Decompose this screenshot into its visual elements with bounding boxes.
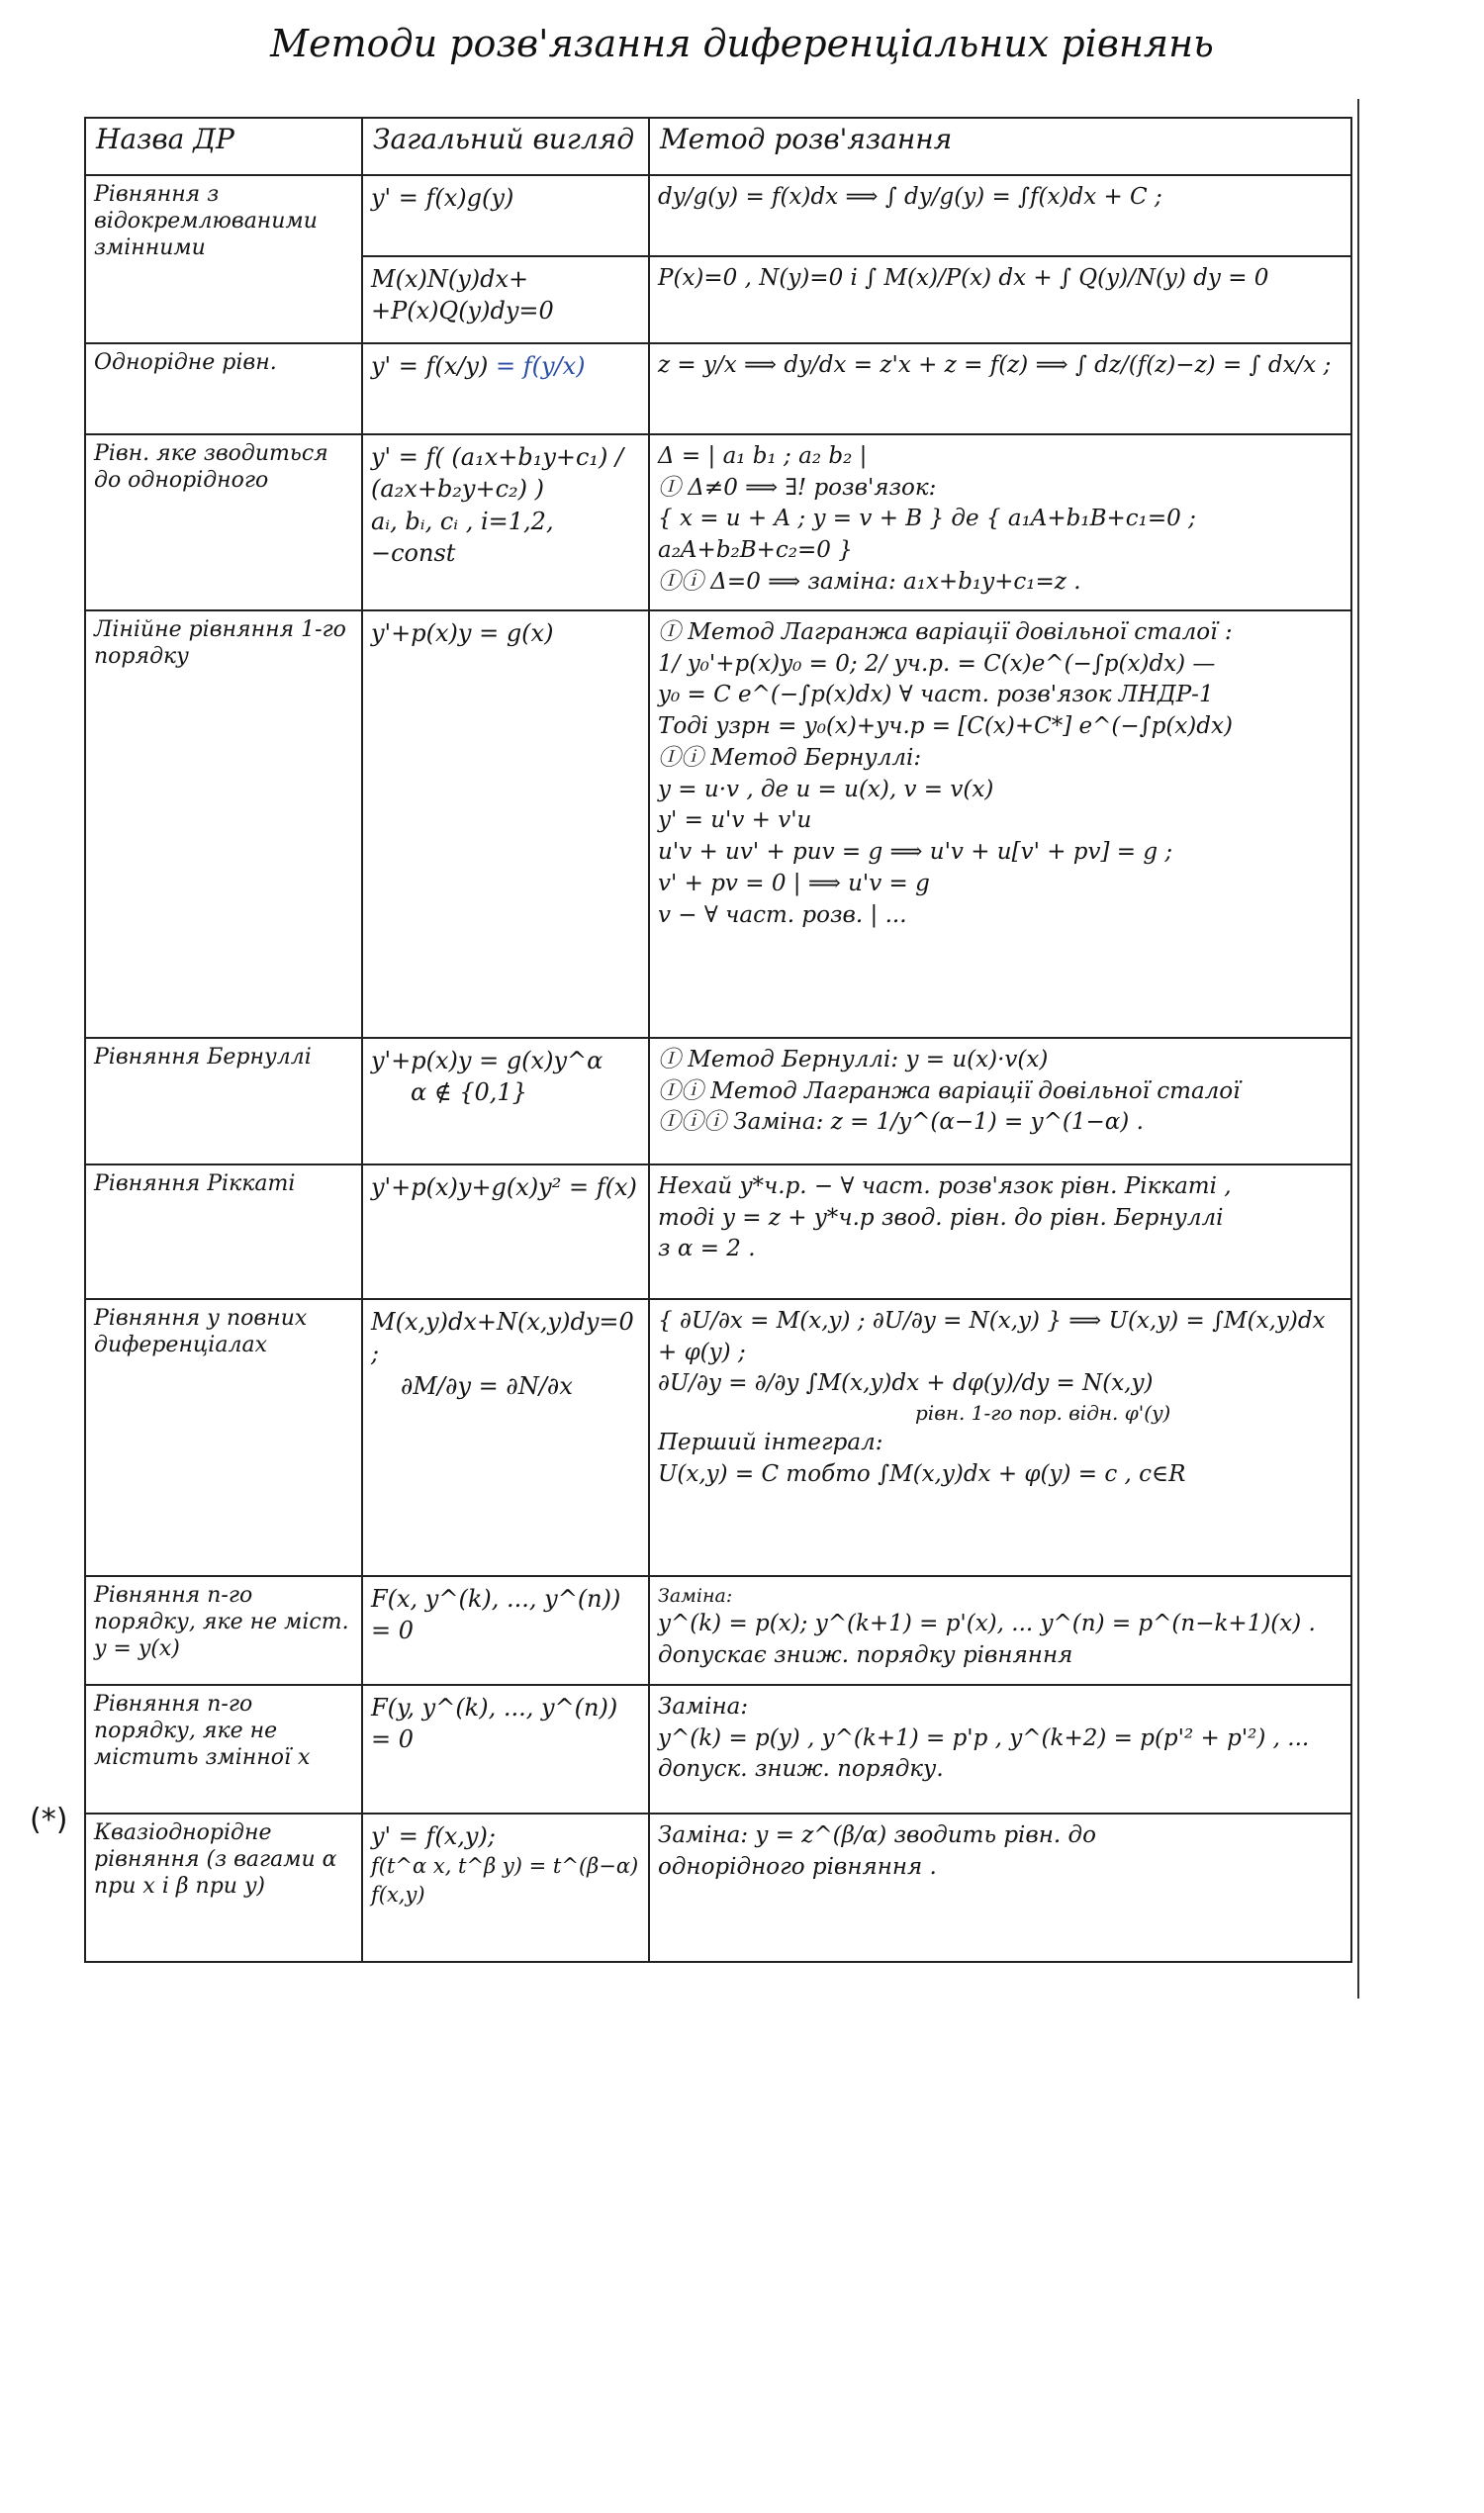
table-row bbox=[85, 610, 1351, 1038]
eq-method bbox=[649, 256, 1351, 343]
method-line: U(x,y) = C тобто ∫M(x,y)dx + φ(y) = c , c∈R bbox=[658, 1460, 1186, 1487]
form-line: +P(x)Q(y)dy=0 bbox=[371, 297, 554, 326]
form-line: M(x,y)dx+N(x,y)dy=0 ; bbox=[371, 1308, 634, 1368]
method-line: Ⓘⓘ Метод Лагранжа варіації довільної сталої bbox=[658, 1077, 1241, 1104]
form-line: y'+p(x)y = g(x)y^α bbox=[371, 1047, 603, 1074]
method-line: рівн. 1-го пор. відн. φ'(y) bbox=[915, 1401, 1171, 1426]
method-line: допускає зниж. порядку рівняння bbox=[658, 1641, 1073, 1668]
page-title: Методи розв'язання диференціальних рівнянь bbox=[270, 22, 1214, 65]
eq-name: Квазіоднорідне рівняння (з вагами α при x і β при y) bbox=[85, 1814, 362, 1962]
eq-form bbox=[362, 1164, 649, 1299]
eq-form bbox=[362, 256, 649, 343]
method-line: { ∂U/∂x = M(x,y) ; ∂U/∂y = N(x,y) } ⟹ U(x,y) = ∫M(x,y)dx + φ(y) ; bbox=[658, 1308, 1326, 1365]
eq-method bbox=[649, 1685, 1351, 1814]
method-line: з α = 2 . bbox=[658, 1236, 756, 1262]
eq-name: Рівняння n-го порядку, яке не міст. y = y(x) bbox=[85, 1576, 362, 1685]
form-blue-part: = f(y/x) bbox=[495, 352, 586, 380]
eq-name: Рівняння з відокремлюваними змінними bbox=[85, 175, 362, 343]
method-line: y' = u'v + v'u bbox=[658, 807, 812, 834]
header-name: Назва ДР bbox=[85, 118, 362, 175]
form-line: ∂M/∂y = ∂N/∂x bbox=[401, 1371, 573, 1400]
form-line: F(x, y^(k), ..., y^(n)) = 0 bbox=[371, 1585, 621, 1645]
eq-method bbox=[649, 434, 1351, 610]
table-row bbox=[85, 1576, 1351, 1685]
form-line: M(x)N(y)dx+ bbox=[371, 265, 529, 293]
eq-form bbox=[362, 175, 649, 256]
table-row bbox=[85, 1164, 1351, 1299]
eq-method bbox=[649, 1576, 1351, 1685]
method-line: Тоді yзрн = y₀(x)+yч.р = [C(x)+C*] e^(−∫p(x)dx) bbox=[658, 713, 1233, 740]
form-line: y' = f(x/y) bbox=[371, 352, 489, 380]
form-line: y'+p(x)y = g(x) bbox=[371, 619, 554, 647]
eq-method bbox=[649, 175, 1351, 256]
method-line: Ⓘⓘⓘ Заміна: z = 1/y^(α−1) = y^(1−α) . bbox=[658, 1109, 1144, 1136]
method-line: Ⓘ Метод Бернуллі: y = u(x)·v(x) bbox=[658, 1047, 1049, 1072]
table-header-row bbox=[85, 118, 1351, 175]
form-line: y' = f( (a₁x+b₁y+c₁) / (a₂x+b₂y+c₂) ) bbox=[371, 443, 624, 504]
table-row bbox=[85, 1299, 1351, 1576]
eq-name: Рівняння Бернуллі bbox=[85, 1038, 362, 1164]
eq-method bbox=[649, 343, 1351, 434]
form-line: y' = f(x)g(y) bbox=[371, 184, 514, 212]
table-row bbox=[85, 1685, 1351, 1814]
method-line: однорідного рівняння . bbox=[658, 1853, 937, 1880]
method-line: { x = u + A ; y = v + B } де { a₁A+b₁B+c₁=0 ; a₂A+b₂B+c₂=0 } bbox=[658, 506, 1196, 564]
method-line: Заміна: bbox=[658, 1694, 749, 1720]
method-line: Перший інтеграл: bbox=[658, 1429, 883, 1455]
margin-line bbox=[1357, 99, 1359, 1999]
table-row bbox=[85, 1038, 1351, 1164]
form-line: y' = f(x,y); bbox=[371, 1822, 496, 1850]
eq-method bbox=[649, 1164, 1351, 1299]
method-line: тоді y = z + y*ч.р звод. рівн. до рівн. Бернуллі bbox=[658, 1204, 1224, 1231]
eq-method bbox=[649, 1038, 1351, 1164]
eq-method bbox=[649, 1299, 1351, 1576]
method-line: y^(k) = p(x); y^(k+1) = p'(x), ... y^(n) = p^(n−k+1)(x) . bbox=[658, 1611, 1316, 1637]
method-line: Ⓘⓘ Метод Бернуллі: bbox=[658, 744, 922, 771]
form-line: aᵢ, bᵢ, cᵢ , i=1,2, −const bbox=[371, 507, 554, 568]
table-row bbox=[85, 343, 1351, 434]
method-line: Ⓘ Метод Лагранжа варіації довільної сталої : bbox=[658, 619, 1233, 645]
header-form: Загальний вигляд bbox=[362, 118, 649, 175]
eq-name: Однорідне рівн. bbox=[85, 343, 362, 434]
eq-method bbox=[649, 610, 1351, 1038]
method-line: Заміна: bbox=[658, 1585, 733, 1607]
form-line: F(y, y^(k), ..., y^(n)) = 0 bbox=[371, 1694, 618, 1754]
method-line: y = u·v , де u = u(x), v = v(x) bbox=[658, 776, 994, 802]
eq-form bbox=[362, 434, 649, 610]
form-line: f(t^α x, t^β y) = t^(β−α) f(x,y) bbox=[371, 1854, 639, 1907]
header-method: Метод розв'язання bbox=[649, 118, 1351, 175]
method-line: v' + pv = 0 | ⟹ u'v = g bbox=[658, 870, 930, 896]
form-line: y'+p(x)y+g(x)y² = f(x) bbox=[371, 1173, 637, 1201]
eq-form bbox=[362, 610, 649, 1038]
method-line: ∂U/∂y = ∂/∂y ∫M(x,y)dx + dφ(y)/dy = N(x,y) bbox=[658, 1370, 1154, 1397]
eq-name: Рівняння n-го порядку, яке не містить змінної x bbox=[85, 1685, 362, 1814]
table-row bbox=[85, 1814, 1351, 1962]
eq-form bbox=[362, 1299, 649, 1576]
method-line: u'v + uv' + puv = g ⟹ u'v + u[v' + pv] = g ; bbox=[658, 839, 1173, 866]
eq-form bbox=[362, 1576, 649, 1685]
method-line: Нехай y*ч.р. − ∀ част. розв'язок рівн. Ріккаті , bbox=[658, 1173, 1232, 1199]
method-line: dy/g(y) = f(x)dx ⟹ ∫ dy/g(y) = ∫f(x)dx + C ; bbox=[658, 184, 1162, 210]
table-row bbox=[85, 434, 1351, 610]
eq-name: Рівняння Ріккаті bbox=[85, 1164, 362, 1299]
form-line: α ∉ {0,1} bbox=[411, 1078, 527, 1107]
method-line: Заміна: y = z^(β/α) зводить рівн. до bbox=[658, 1822, 1096, 1848]
method-line: Ⓘⓘ Δ=0 ⟹ заміна: a₁x+b₁y+c₁=z . bbox=[658, 568, 1081, 595]
eq-form bbox=[362, 1814, 649, 1962]
method-line: 1/ y₀'+p(x)y₀ = 0; 2/ yч.р. = C(x)e^(−∫p(x)dx) — bbox=[658, 650, 1216, 677]
method-line: y^(k) = p(y) , y^(k+1) = p'p , y^(k+2) = p(p'² + p'²) , ... bbox=[658, 1724, 1310, 1751]
method-line: v − ∀ част. розв. | ... bbox=[658, 901, 907, 928]
eq-name: Рівн. яке зводиться до однорідного bbox=[85, 434, 362, 610]
table-row bbox=[85, 175, 1351, 256]
eq-form bbox=[362, 1685, 649, 1814]
method-line: Ⓘ Δ≠0 ⟹ ∃! розв'язок: bbox=[658, 474, 937, 501]
method-line: Δ = | a₁ b₁ ; a₂ b₂ | bbox=[658, 443, 868, 469]
method-line: z = y/x ⟹ dy/dx = z'x + z = f(z) ⟹ ∫ dz/(f(z)−z) = ∫ dx/x ; bbox=[658, 352, 1332, 378]
eq-name: Лінійне рівняння 1-го порядку bbox=[85, 610, 362, 1038]
methods-table bbox=[84, 117, 1352, 1963]
eq-form bbox=[362, 1038, 649, 1164]
method-line: y₀ = C e^(−∫p(x)dx) ∀ част. розв'язок ЛНДР-1 bbox=[658, 682, 1214, 708]
star-mark: (*) bbox=[30, 1803, 68, 1837]
method-line: P(x)=0 , N(y)=0 і ∫ M(x)/P(x) dx + ∫ Q(y)/N(y) dy = 0 bbox=[658, 265, 1269, 291]
eq-name: Рівняння у повних диференціалах bbox=[85, 1299, 362, 1576]
eq-form bbox=[362, 343, 649, 434]
method-line: допуск. зниж. порядку. bbox=[658, 1756, 944, 1783]
eq-method bbox=[649, 1814, 1351, 1962]
